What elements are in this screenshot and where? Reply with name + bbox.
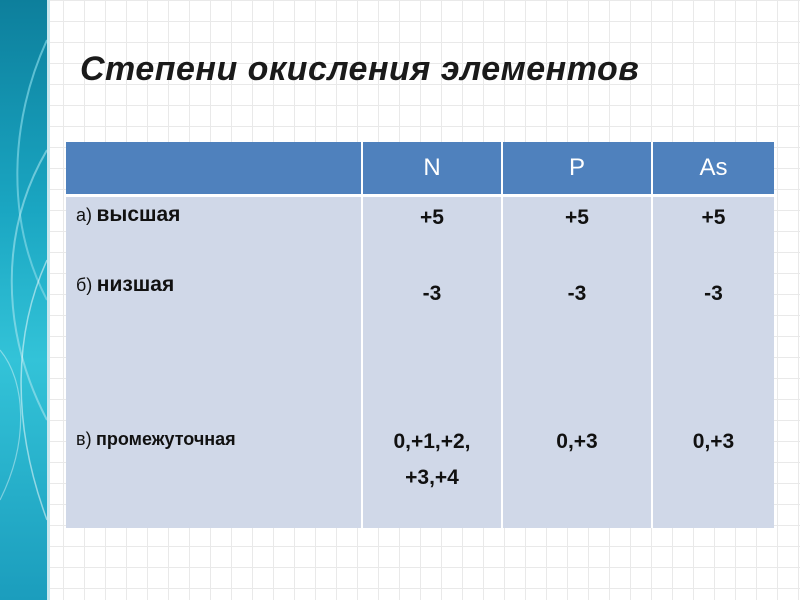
- arsenic-low-value: -3: [704, 282, 723, 305]
- phosphorus-high-value: +5: [565, 206, 589, 229]
- nitrogen-values-cell: [362, 196, 502, 529]
- label-low-prefix: б): [76, 275, 93, 295]
- side-band-swirl: [0, 0, 47, 600]
- phosphorus-low-value: -3: [567, 282, 587, 305]
- side-band-edge: [47, 0, 50, 600]
- label-low: [76, 273, 174, 297]
- label-mid-prefix: в): [76, 429, 92, 449]
- header-empty-cell: [66, 142, 362, 196]
- nitrogen-mid-value-line1: 0,+1,+2,: [393, 430, 471, 453]
- header-arsenic: As: [652, 142, 774, 196]
- label-high-prefix: а): [76, 205, 93, 225]
- arsenic-high-value: +5: [701, 206, 726, 229]
- arsenic-values-cell: [652, 196, 774, 529]
- phosphorus-values-cell: [502, 196, 652, 529]
- header-nitrogen: N: [362, 142, 502, 196]
- arsenic-mid-value: 0,+3: [692, 430, 735, 453]
- table-row: [66, 196, 774, 529]
- label-low-word: низшая: [96, 273, 175, 296]
- slide-title: Степени окисления элементов: [80, 50, 640, 88]
- nitrogen-low-value: -3: [422, 282, 442, 305]
- decorative-side-band: [0, 0, 47, 600]
- labels-cell: [66, 196, 362, 529]
- label-mid: [76, 429, 236, 450]
- nitrogen-high-value: +5: [420, 206, 444, 229]
- label-high: [76, 203, 180, 227]
- phosphorus-mid-value: 0,+3: [556, 430, 598, 453]
- label-high-word: высшая: [96, 203, 181, 226]
- label-mid-word: промежуточная: [96, 429, 236, 449]
- table-header-row: [66, 142, 774, 196]
- header-phosphorus: P: [502, 142, 652, 196]
- oxidation-states-table: [66, 142, 774, 528]
- nitrogen-mid-value-line2: +3,+4: [405, 466, 459, 489]
